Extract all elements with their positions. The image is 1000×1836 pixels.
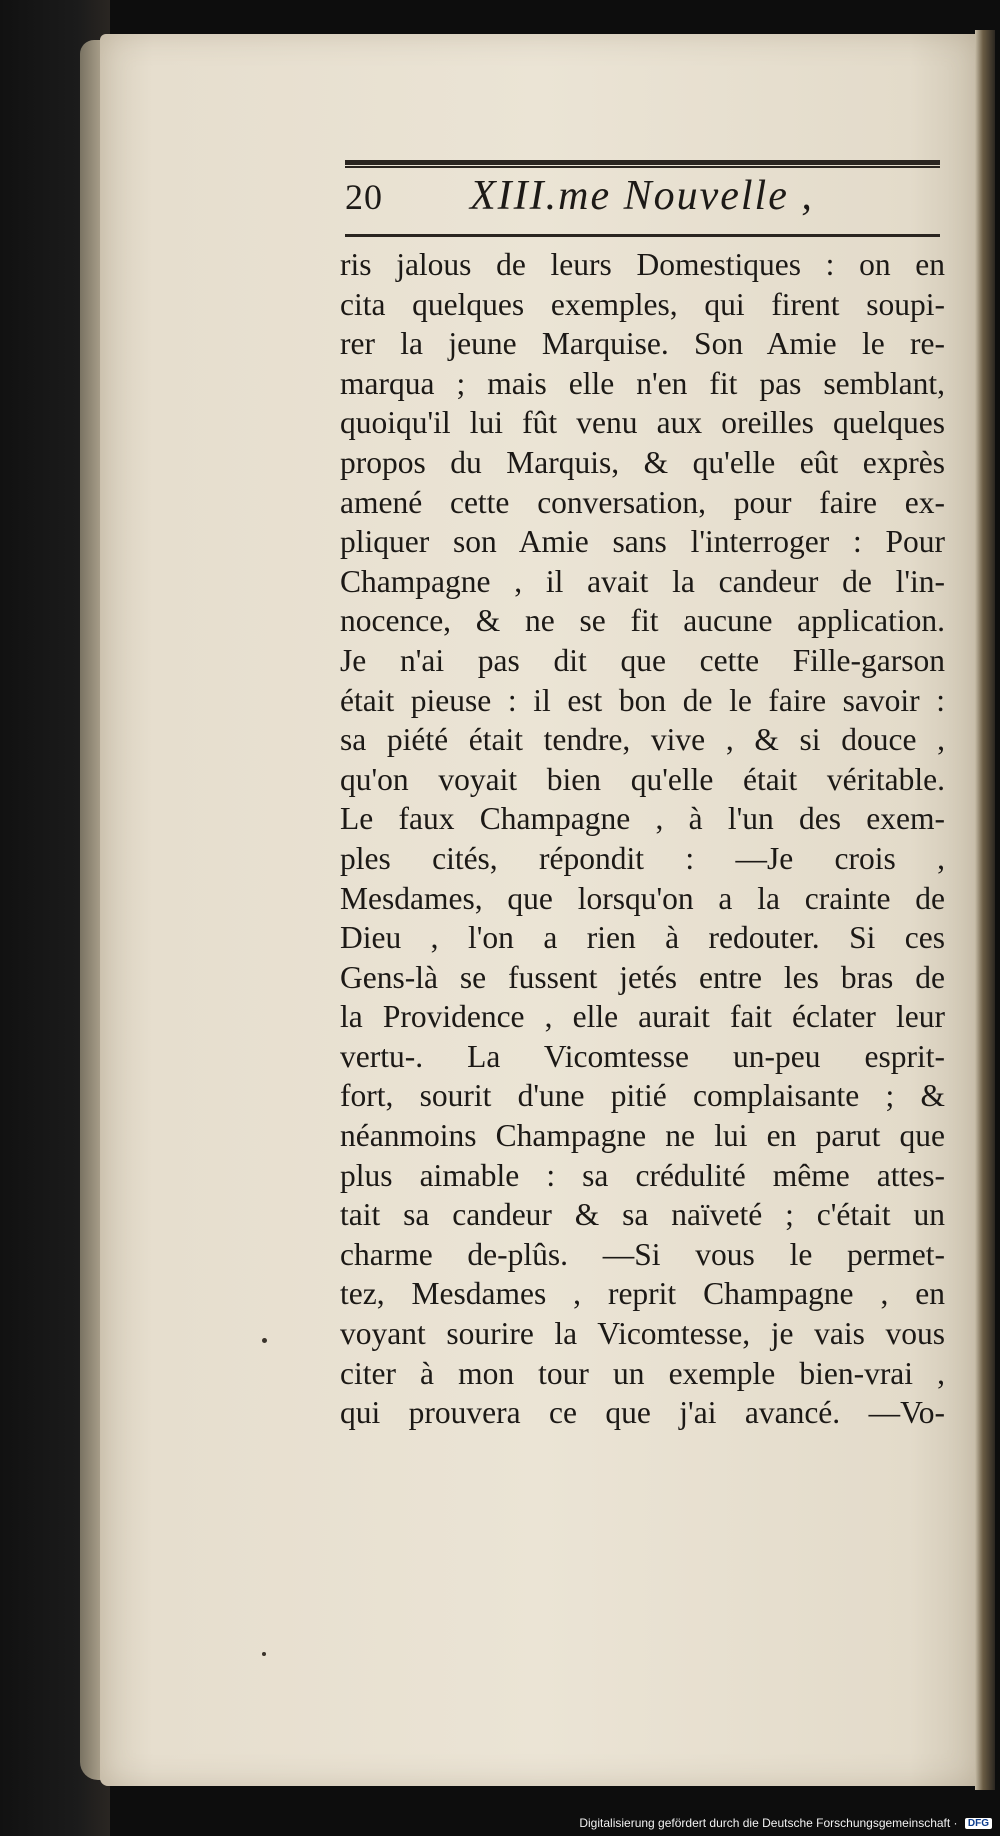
digitization-footer [579,1816,992,1830]
dfg-logo: DFG [965,1818,992,1829]
text-line: cita quelques exemples, qui firent soupi- [340,286,945,322]
digitization-note: Digitalisierung gefördert durch die Deutsche Forschungsgemeinschaft · [579,1816,958,1830]
header-rule-bottom [345,234,940,237]
text-line: tez, Mesdames , reprit Champagne , en [340,1276,945,1312]
text-line: pliquer son Amie sans l'interroger : Pour [340,524,945,560]
header-rule-top-thin [345,166,940,168]
text-line: Le faux Champagne , à l'un des exem- [340,801,945,837]
text-line: quoiqu'il lui fût venu aux oreilles quelques [340,405,945,441]
paper-speck [262,1338,267,1343]
text-line: charme de-plûs. —Si vous le permet- [340,1236,945,1272]
text-line: Dieu , l'on a rien à redouter. Si ces [340,920,945,956]
text-line: vertu-. La Vicomtesse un-peu esprit- [340,1038,945,1074]
text-line: était pieuse : il est bon de le faire savoir : [340,682,945,718]
text-line: propos du Marquis, & qu'elle eût exprès [340,444,945,480]
text-line: ris jalous de leurs Domestiques : on en [340,247,945,282]
paper-speck [262,1652,266,1656]
text-line: marqua ; mais elle n'en fit pas semblant, [340,365,945,401]
text-line: amené cette conversation, pour faire ex- [340,484,945,520]
body-text [340,245,945,1433]
text-line: fort, sourit d'une pitié complaisante ; & [340,1078,945,1114]
text-line: tait sa candeur & sa naïveté ; c'était un [340,1197,945,1233]
header-rule-top [345,160,940,165]
text-line: plus aimable : sa crédulité même attes- [340,1157,945,1193]
text-line: qu'on voyait bien qu'elle était véritable. [340,761,945,797]
text-line: voyant sourire la Vicomtesse, je vais vous [340,1316,945,1352]
text-line: Je n'ai pas dit que cette Fille-garson [340,642,945,678]
text-line: néanmoins Champagne ne lui en parut que [340,1118,945,1154]
text-line: Mesdames, que lorsqu'on a la crainte de [340,880,945,916]
running-title: XIII.me Nouvelle , [470,173,814,219]
text-line: ples cités, répondit : —Je crois , [340,840,945,876]
text-line: la Providence , elle aurait fait éclater leur [340,999,945,1035]
text-line: qui prouvera ce que j'ai avancé. —Vo- [340,1395,945,1431]
text-line: sa piété était tendre, vive , & si douce , [340,722,945,758]
text-line: citer à mon tour un exemple bien-vrai , [340,1355,945,1391]
page-number: 20 [345,177,383,217]
text-line: nocence, & ne se fit aucune application. [340,603,945,639]
page-header [345,173,940,230]
text-line: Gens-là se fussent jetés entre les bras de [340,959,945,995]
page-right-edge [975,30,995,1790]
text-line: rer la jeune Marquise. Son Amie le re- [340,326,945,362]
text-line: Champagne , il avait la candeur de l'in- [340,563,945,599]
